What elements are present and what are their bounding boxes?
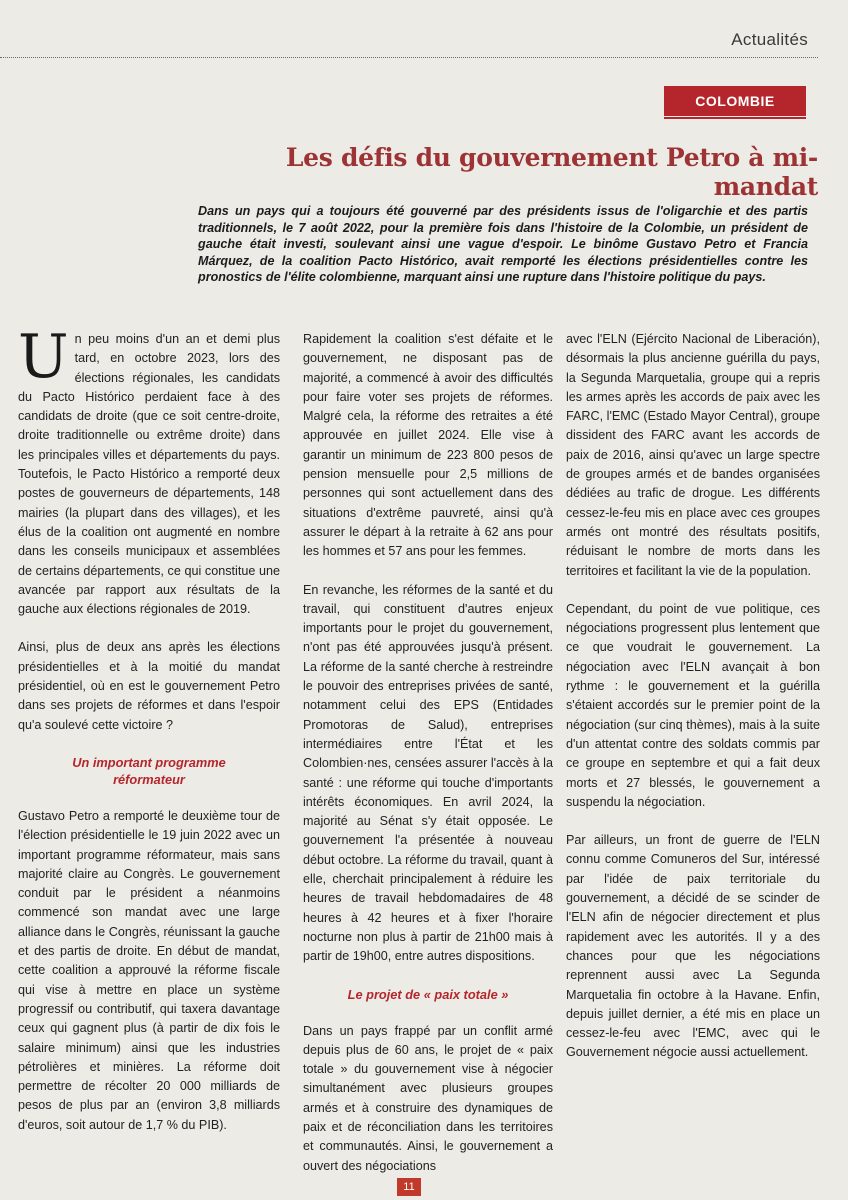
top-rule [0, 57, 818, 58]
article-title: Les défis du gouvernement Petro à mi-mandat [285, 143, 818, 201]
paragraph-8: Cependant, du point de vue politique, ces négociations progressent plus lentement que ce que voudrait le gouvernement. La négociation avec l'ELN avançait à bon rythme : le gouvernement et la guérilla s'étaient accordés sur le premier point de la négociation (sur cinq thèmes), mais à la suite d'un attentat contre des soldats commis par ce groupe en septembre et qui a fait deux morts et 27 blessés, le gouvernement a suspendu la négociation. [566, 601, 820, 809]
subheading-reform-program: Un important programme réformateur [72, 754, 226, 787]
paragraph-9: Par ailleurs, un front de guerre de l'ELN connu comme Comuneros del Sur, intéressé par l'idée de paix territoriale du gouvernement, a décidé de se scinder de l'ELN afin de négocier directement et plus rapidement avec les autorités. Il y a des chances pour que les négociations reprennent aussi avec La Segunda Marquetalia fin octobre à la Havane. Enfin, depuis juillet dernier, a été mis en place un cessez-le-feu avec l'EMC, avec qui le Gouvernement négocie aussi actuellement. [566, 833, 820, 1060]
subheading-total-peace: Le projet de « paix totale » [347, 986, 509, 1002]
column-2 [303, 330, 553, 1173]
column-3 [566, 330, 820, 1170]
drop-cap: U [18, 322, 69, 392]
paragraph-3: Gustavo Petro a remporté le deuxième tour de l'élection présidentielle le 19 juin 2022 avec un important programme réformateur, mais sans majorité claire au Congrès. Le gouvernement conduit par le président a néanmoins commencé son mandat avec une large alliance dans le Congrès, réunissant la gauche et des partis de droite. En début de mandat, cette coalition a approuvé la réforme fiscale qui vise à mettre en place un système progressif ou contributif, qui taxera davantage ceux qui gagnent plus (à partir de dix fois le salaire minimum) ainsi que les industries pétrolières et minières. La réforme doit permettre de récolter 20 000 milliards de pesos de plus par an (environ 3,8 milliards d'euros, soit autour de 1,7 % du PIB). [18, 808, 280, 1132]
paragraph-5: En revanche, les réformes de la santé et du travail, qui constituent d'autres enjeux importants pour le projet du gouvernement, n'ont pas été approuvées jusqu'à présent. La réforme de la santé cherche à restreindre le pouvoir des entreprises privées de santé, notamment celui des EPS (Entidades Promotoras de Salud), entreprises intermédiaires entre l'État et les Colombien·nes, censées assurer l'accès à la santé : une réforme qui touche d'importants intérêts économiques. En avril 2024, la majorité au Sénat s'y était opposée. Le gouvernement l'a présentée à nouveau début octobre. La réforme du travail, quant à elle, cherchait principalement à réduire les heures de travail hebdomadaires de 48 heures à 42 heures et à fixer l'horaire nocturne non plus à partir de 21h00 mais à partir de 19h00, entre autres dispositions. [303, 582, 553, 964]
paragraph-1 [18, 322, 280, 619]
paragraph-4: Rapidement la coalition s'est défaite et le gouvernement, ne disposant pas de majorité, a commencé à avoir des difficultés pour faire voter ses projets de réformes. Malgré cela, la réforme des retraites a été approuvée en juillet 2024. Elle vise à garantir un minimum de 223 800 pesos de pension mensuelle pour 2,5 millions de personnes qui sont actuellement dans des situations d'extrême pauvreté, ainsi qu'à assurer le départ à la retraite à 62 ans pour les hommes et 57 ans pour les femmes. [303, 332, 553, 559]
section-label: Actualités [731, 30, 808, 49]
column-1 [18, 322, 280, 1170]
page-number: 11 [397, 1178, 421, 1196]
tag-underline [664, 117, 806, 119]
paragraph-6: Dans un pays frappé par un conflit armé depuis plus de 60 ans, le projet de « paix totale » du gouvernement vise à négocier simultanément avec plusieurs groupes armés et à construire des dynamiques de paix et de réconciliation dans les territoires et communautés. Ainsi, le gouvernement a ouvert des négociations [303, 1023, 553, 1173]
article-lead: Dans un pays qui a toujours été gouverné par des présidents issus de l'oligarchie et des partis traditionnels, le 7 août 2022, pour la première fois dans l'histoire de la Colombie, un président de gauche était investi, soulevant ainsi une vague d'espoir. Le binôme Gustavo Petro et Francia Márquez, de la coalition Pacto Histórico, avait remporté les élections présidentielles contre les pronostics de l'élite colombienne, marquant ainsi une rupture dans l'histoire politique du pays. [198, 204, 808, 284]
country-tag: COLOMBIE [664, 86, 806, 116]
paragraph-7: avec l'ELN (Ejército Nacional de Liberación), désormais la plus ancienne guérilla du pays, la Segunda Marquetalia, groupe qui a repris les armes après les accords de paix avec les FARC, l'EMC (Estado Mayor Central), groupe dissident des FARC avant les accords de paix de 2016, ainsi qu'avec un large spectre de groupes armés et de bandes organisées dédiées au trafic de drogue. Les différents cessez-le-feu mis en place avec ces groupes armés ont montré des résultats positifs, réduisant le nombre de morts dans les territoires et facilitant la vie de la population. [566, 332, 820, 578]
paragraph-2: Ainsi, plus de deux ans après les élections présidentielles et à la moitié du mandat présidentiel, où en est le gouvernement Petro dans ses projets de réformes et dans l'espoir qu'a soulevé cette victoire ? [18, 640, 280, 732]
paragraph-1-text: n peu moins d'un an et demi plus tard, en octobre 2023, lors des élections régionales, les candidats du Pacto Histórico perdaient face à des candidats de droite (que ce soit centre-droite, droite traditionnelle ou extrême droite) dans les principales villes et départements du pays. Toutefois, le Pacto Histórico a remporté deux postes de gouverneurs de départements, 148 mairies (la plupart dans des villages), et les élus de la coalition ont augmenté en nombre dans les conseils municipaux et assemblées de certains départements, ce qui constitue une avancée par rapport aux résultats de la gauche aux élections régionales de 2019. [18, 332, 280, 617]
